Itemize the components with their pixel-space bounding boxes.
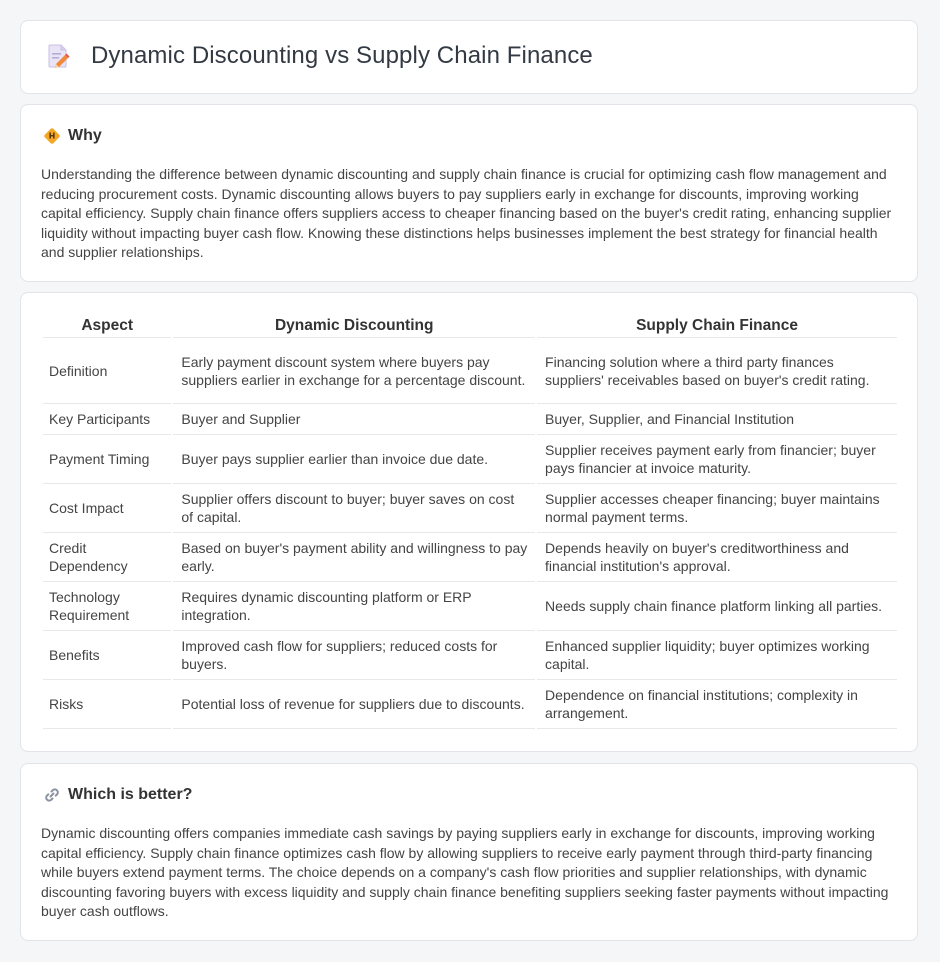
aspect-cell: Benefits	[43, 631, 172, 680]
aspect-cell: Credit Dependency	[43, 533, 172, 582]
aspect-cell: Definition	[43, 338, 172, 404]
dynamic-discounting-cell: Buyer pays supplier earlier than invoice due date.	[172, 435, 536, 484]
link-icon	[43, 786, 61, 804]
document-pencil-icon	[47, 43, 71, 69]
comparison-table	[43, 315, 897, 729]
supply-chain-finance-cell: Needs supply chain finance platform linking all parties.	[536, 582, 897, 631]
why-heading: Why	[68, 127, 102, 144]
why-heading-row	[43, 127, 102, 145]
header-supply-chain-finance: Supply Chain Finance	[536, 315, 897, 338]
dynamic-discounting-cell: Improved cash flow for suppliers; reduced costs for buyers.	[172, 631, 536, 680]
header-dynamic-discounting: Dynamic Discounting	[172, 315, 536, 338]
table-row	[43, 582, 897, 631]
supply-chain-finance-cell: Dependence on financial institutions; complexity in arrangement.	[536, 680, 897, 729]
dynamic-discounting-cell: Potential loss of revenue for suppliers due to discounts.	[172, 680, 536, 729]
better-heading-row	[43, 786, 192, 804]
table-row	[43, 435, 897, 484]
table-header-row	[43, 315, 897, 338]
table-row	[43, 338, 897, 404]
supply-chain-finance-cell: Enhanced supplier liquidity; buyer optimizes working capital.	[536, 631, 897, 680]
aspect-cell: Technology Requirement	[43, 582, 172, 631]
diamond-warning-icon	[43, 127, 61, 145]
dynamic-discounting-cell: Supplier offers discount to buyer; buyer saves on cost of capital.	[172, 484, 536, 533]
dynamic-discounting-cell: Based on buyer's payment ability and willingness to pay early.	[172, 533, 536, 582]
header-aspect: Aspect	[43, 315, 172, 338]
table-row	[43, 484, 897, 533]
table-row	[43, 533, 897, 582]
supply-chain-finance-cell: Buyer, Supplier, and Financial Institution	[536, 404, 897, 435]
dynamic-discounting-cell: Buyer and Supplier	[172, 404, 536, 435]
better-text: Dynamic discounting offers companies immediate cash savings by paying suppliers early in exchange for discounts, improving working capital efficiency. Supply chain finance optimizes cash flow by allowing suppliers to receive early payment through third-party financing while buyers extend payment terms. The choice depends on a company's cash flow priorities and supplier relationships, with dynamic discounting favoring buyers with excess liquidity and supply chain finance benefiting suppliers seeking faster payments without impacting buyer cash outflows.	[41, 825, 889, 920]
comparison-section	[20, 292, 918, 752]
page-title: Dynamic Discounting vs Supply Chain Finance	[91, 42, 593, 69]
which-is-better-section	[20, 763, 918, 941]
title-row	[47, 42, 593, 70]
aspect-cell: Risks	[43, 680, 172, 729]
supply-chain-finance-cell: Supplier accesses cheaper financing; buyer maintains normal payment terms.	[536, 484, 897, 533]
header-card	[20, 20, 918, 94]
supply-chain-finance-cell: Supplier receives payment early from financier; buyer pays financier at invoice maturity.	[536, 435, 897, 484]
aspect-cell: Key Participants	[43, 404, 172, 435]
better-heading: Which is better?	[68, 786, 193, 803]
aspect-cell: Cost Impact	[43, 484, 172, 533]
dynamic-discounting-cell: Early payment discount system where buyers pay suppliers earlier in exchange for a percentage discount.	[172, 338, 536, 404]
why-section	[20, 104, 918, 282]
why-text: Understanding the difference between dynamic discounting and supply chain finance is crucial for optimizing cash flow management and reducing procurement costs. Dynamic discounting allows buyers to pay suppliers early in exchange for discounts, improving working capital efficiency. Supply chain finance offers suppliers access to cheaper financing based on the buyer's credit rating, enhancing supplier liquidity without impacting buyer cash flow. Knowing these distinctions helps businesses implement the best strategy for financial health and supplier relationships.	[41, 166, 892, 261]
dynamic-discounting-cell: Requires dynamic discounting platform or ERP integration.	[172, 582, 536, 631]
table-row	[43, 631, 897, 680]
aspect-cell: Payment Timing	[43, 435, 172, 484]
supply-chain-finance-cell: Depends heavily on buyer's creditworthiness and financial institution's approval.	[536, 533, 897, 582]
table-row	[43, 404, 897, 435]
table-row	[43, 680, 897, 729]
supply-chain-finance-cell: Financing solution where a third party finances suppliers' receivables based on buyer's credit rating.	[536, 338, 897, 404]
